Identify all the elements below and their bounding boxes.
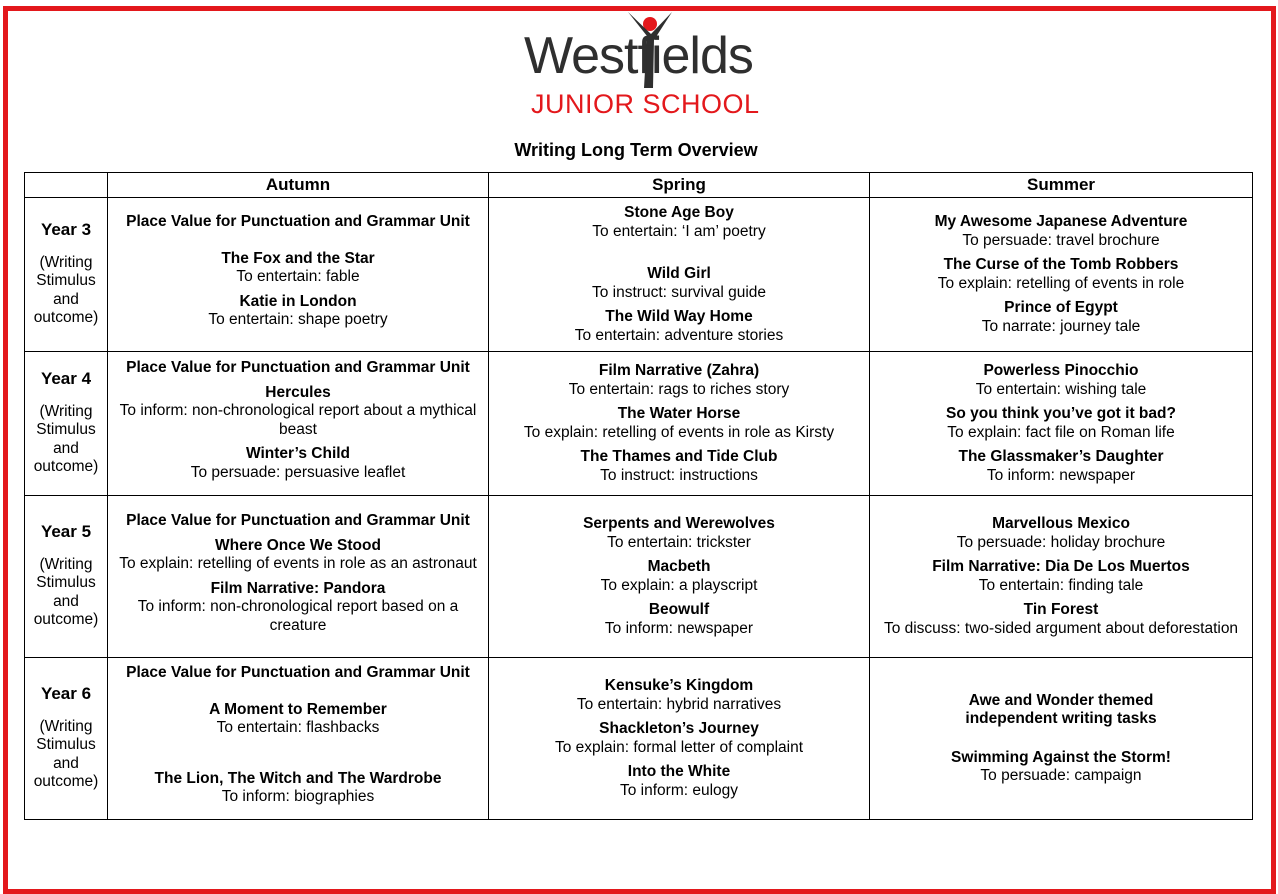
entry-desc: To instruct: survival guide — [591, 283, 767, 301]
entry-title: Into the White — [627, 763, 731, 780]
spring-cell — [489, 352, 870, 496]
entry-title: Where Once We Stood — [215, 536, 381, 554]
page-title: Writing Long Term Overview — [514, 140, 758, 160]
entry-desc: To explain: fact file on Roman life — [947, 423, 1175, 441]
list-item — [112, 250, 484, 287]
list-item — [112, 384, 484, 440]
header-autumn: Autumn — [108, 173, 489, 198]
entry-title: The Glassmaker’s Daughter — [958, 448, 1164, 465]
entry-title: The Fox and the Star — [221, 249, 375, 267]
entry-desc: To entertain: rags to riches story — [568, 380, 790, 398]
entry-desc: To explain: retelling of events in role as an astronaut — [119, 555, 477, 572]
pv-unit: Place Value for Punctuation and Grammar Unit — [126, 664, 470, 682]
header-blank — [25, 173, 108, 198]
list-item — [493, 362, 865, 399]
list-item — [493, 558, 865, 595]
entry-title: Macbeth — [647, 558, 711, 575]
entry-title: The Water Horse — [617, 405, 741, 422]
year-note: (Writing Stimulus and outcome) — [33, 402, 99, 476]
header-spring: Spring — [489, 173, 870, 198]
list-item — [874, 749, 1248, 786]
entry-desc: To entertain: trickster — [607, 533, 751, 551]
autumn-cell — [108, 198, 489, 352]
year-cell — [25, 658, 108, 820]
entry-title: The Lion, The Witch and The Wardrobe — [154, 769, 442, 787]
school-logo — [524, 8, 760, 120]
summer-cell — [870, 658, 1253, 820]
list-item — [493, 515, 865, 552]
list-item — [874, 515, 1248, 552]
entry-title: Stone Age Boy — [624, 204, 734, 221]
entry-desc: To inform: newspaper — [604, 619, 754, 637]
header-summer: Summer — [870, 173, 1253, 198]
table-row — [25, 198, 1253, 352]
spring-cell — [489, 198, 870, 352]
list-item — [493, 763, 865, 800]
year-cell — [25, 496, 108, 658]
autumn-cell — [108, 352, 489, 496]
entry-desc: To inform: non-chronological report based on a creature — [137, 598, 459, 634]
logo-subtitle: JUNIOR SCHOOL — [531, 89, 760, 119]
summer-cell — [870, 496, 1253, 658]
summer-cell — [870, 352, 1253, 496]
entry-desc: To explain: retelling of events in role as Kirsty — [523, 423, 835, 441]
table-row — [25, 658, 1253, 820]
entry-title: Awe and Wonder themed independent writing tasks — [965, 691, 1157, 727]
list-item — [112, 701, 484, 738]
entry-title: The Thames and Tide Club — [580, 448, 778, 465]
entry-title: Serpents and Werewolves — [583, 515, 775, 532]
list-item — [112, 580, 484, 636]
entry-desc: To persuade: travel brochure — [962, 231, 1160, 249]
list-item — [493, 265, 865, 302]
list-item — [493, 601, 865, 638]
list-item — [112, 293, 484, 330]
year-note: (Writing Stimulus and outcome) — [33, 555, 99, 629]
year-label: Year 3 — [40, 220, 92, 240]
entry-desc: To entertain: wishing tale — [975, 380, 1147, 398]
entry-desc: To entertain: hybrid narratives — [576, 695, 782, 713]
entry-desc: To explain: retelling of events in role — [937, 274, 1185, 292]
year-cell — [25, 352, 108, 496]
list-item — [112, 445, 484, 482]
list-item — [874, 692, 1248, 729]
entry-desc: To explain: a playscript — [600, 576, 758, 594]
list-item — [493, 720, 865, 757]
entry-title: Hercules — [265, 383, 331, 401]
entry-title: Film Narrative (Zahra) — [598, 362, 760, 379]
list-item — [112, 537, 484, 574]
entry-title: Kensuke’s Kingdom — [604, 677, 754, 694]
entry-title: Wild Girl — [647, 265, 711, 282]
list-item — [112, 770, 484, 807]
pv-unit: Place Value for Punctuation and Grammar Unit — [126, 359, 470, 376]
entry-title: Tin Forest — [1023, 601, 1099, 618]
autumn-cell — [108, 658, 489, 820]
entry-title: Marvellous Mexico — [992, 515, 1130, 532]
entry-title: Swimming Against the Storm! — [951, 748, 1171, 766]
entry-title: Film Narrative: Pandora — [210, 579, 386, 597]
list-item — [874, 256, 1248, 293]
table-row — [25, 496, 1253, 658]
entry-desc: To inform: non-chronological report about a mythical beast — [119, 402, 477, 438]
entry-desc: To entertain: finding tale — [978, 576, 1144, 594]
entry-desc: To inform: eulogy — [619, 781, 739, 799]
pv-unit: Place Value for Punctuation and Grammar Unit — [126, 213, 470, 231]
autumn-cell — [108, 496, 489, 658]
entry-title: Film Narrative: Dia De Los Muertos — [932, 558, 1190, 575]
entry-desc: To narrate: journey tale — [981, 317, 1141, 335]
entry-title: The Wild Way Home — [605, 308, 753, 325]
entry-desc: To inform: newspaper — [986, 466, 1136, 484]
entry-desc: To inform: biographies — [221, 788, 375, 806]
entry-desc: To entertain: flashbacks — [216, 719, 380, 737]
entry-desc: To discuss: two-sided argument about deforestation — [883, 619, 1239, 637]
entry-title: Winter’s Child — [245, 445, 351, 462]
list-item — [874, 362, 1248, 399]
entry-desc: To entertain: adventure stories — [574, 326, 784, 344]
year-note: (Writing Stimulus and outcome) — [33, 717, 99, 791]
logo-name-text: Westfields — [524, 27, 753, 85]
entry-title: A Moment to Remember — [209, 700, 387, 718]
entry-title: The Curse of the Tomb Robbers — [943, 256, 1179, 273]
entry-desc: To persuade: campaign — [980, 767, 1142, 784]
year-note: (Writing Stimulus and outcome) — [33, 253, 99, 327]
list-item — [493, 204, 865, 241]
spring-cell — [489, 496, 870, 658]
year-label: Year 5 — [40, 522, 92, 542]
summer-cell — [870, 198, 1253, 352]
entry-title: My Awesome Japanese Adventure — [934, 213, 1188, 230]
list-item — [874, 213, 1248, 250]
list-item — [493, 448, 865, 485]
list-item — [874, 299, 1248, 336]
entry-desc: To entertain: fable — [236, 268, 360, 286]
list-item — [874, 558, 1248, 595]
list-item — [874, 448, 1248, 485]
overview-table — [24, 172, 1253, 820]
entry-desc: To entertain: shape poetry — [208, 311, 388, 329]
entry-desc: To entertain: ‘I am’ poetry — [592, 222, 766, 240]
list-item — [493, 308, 865, 345]
list-item — [493, 677, 865, 714]
entry-desc: To persuade: holiday brochure — [956, 533, 1166, 551]
list-item — [493, 405, 865, 442]
entry-title: Prince of Egypt — [1004, 299, 1118, 316]
table-row — [25, 352, 1253, 496]
entry-title: So you think you’ve got it bad? — [946, 405, 1176, 422]
year-cell — [25, 198, 108, 352]
entry-title: Beowulf — [648, 601, 710, 618]
entry-title: Katie in London — [239, 292, 357, 310]
pv-unit: Place Value for Punctuation and Grammar Unit — [126, 512, 470, 529]
spring-cell — [489, 658, 870, 820]
list-item — [874, 601, 1248, 638]
year-label: Year 6 — [40, 684, 92, 704]
header-row — [25, 173, 1253, 198]
year-label: Year 4 — [40, 369, 92, 389]
entry-desc: To instruct: instructions — [600, 466, 758, 484]
entry-desc: To persuade: persuasive leaflet — [190, 463, 406, 481]
logo-name — [524, 27, 753, 85]
list-item — [874, 405, 1248, 442]
entry-title: Shackleton’s Journey — [599, 720, 759, 737]
entry-desc: To explain: formal letter of complaint — [554, 738, 804, 756]
entry-title: Powerless Pinocchio — [983, 362, 1139, 379]
